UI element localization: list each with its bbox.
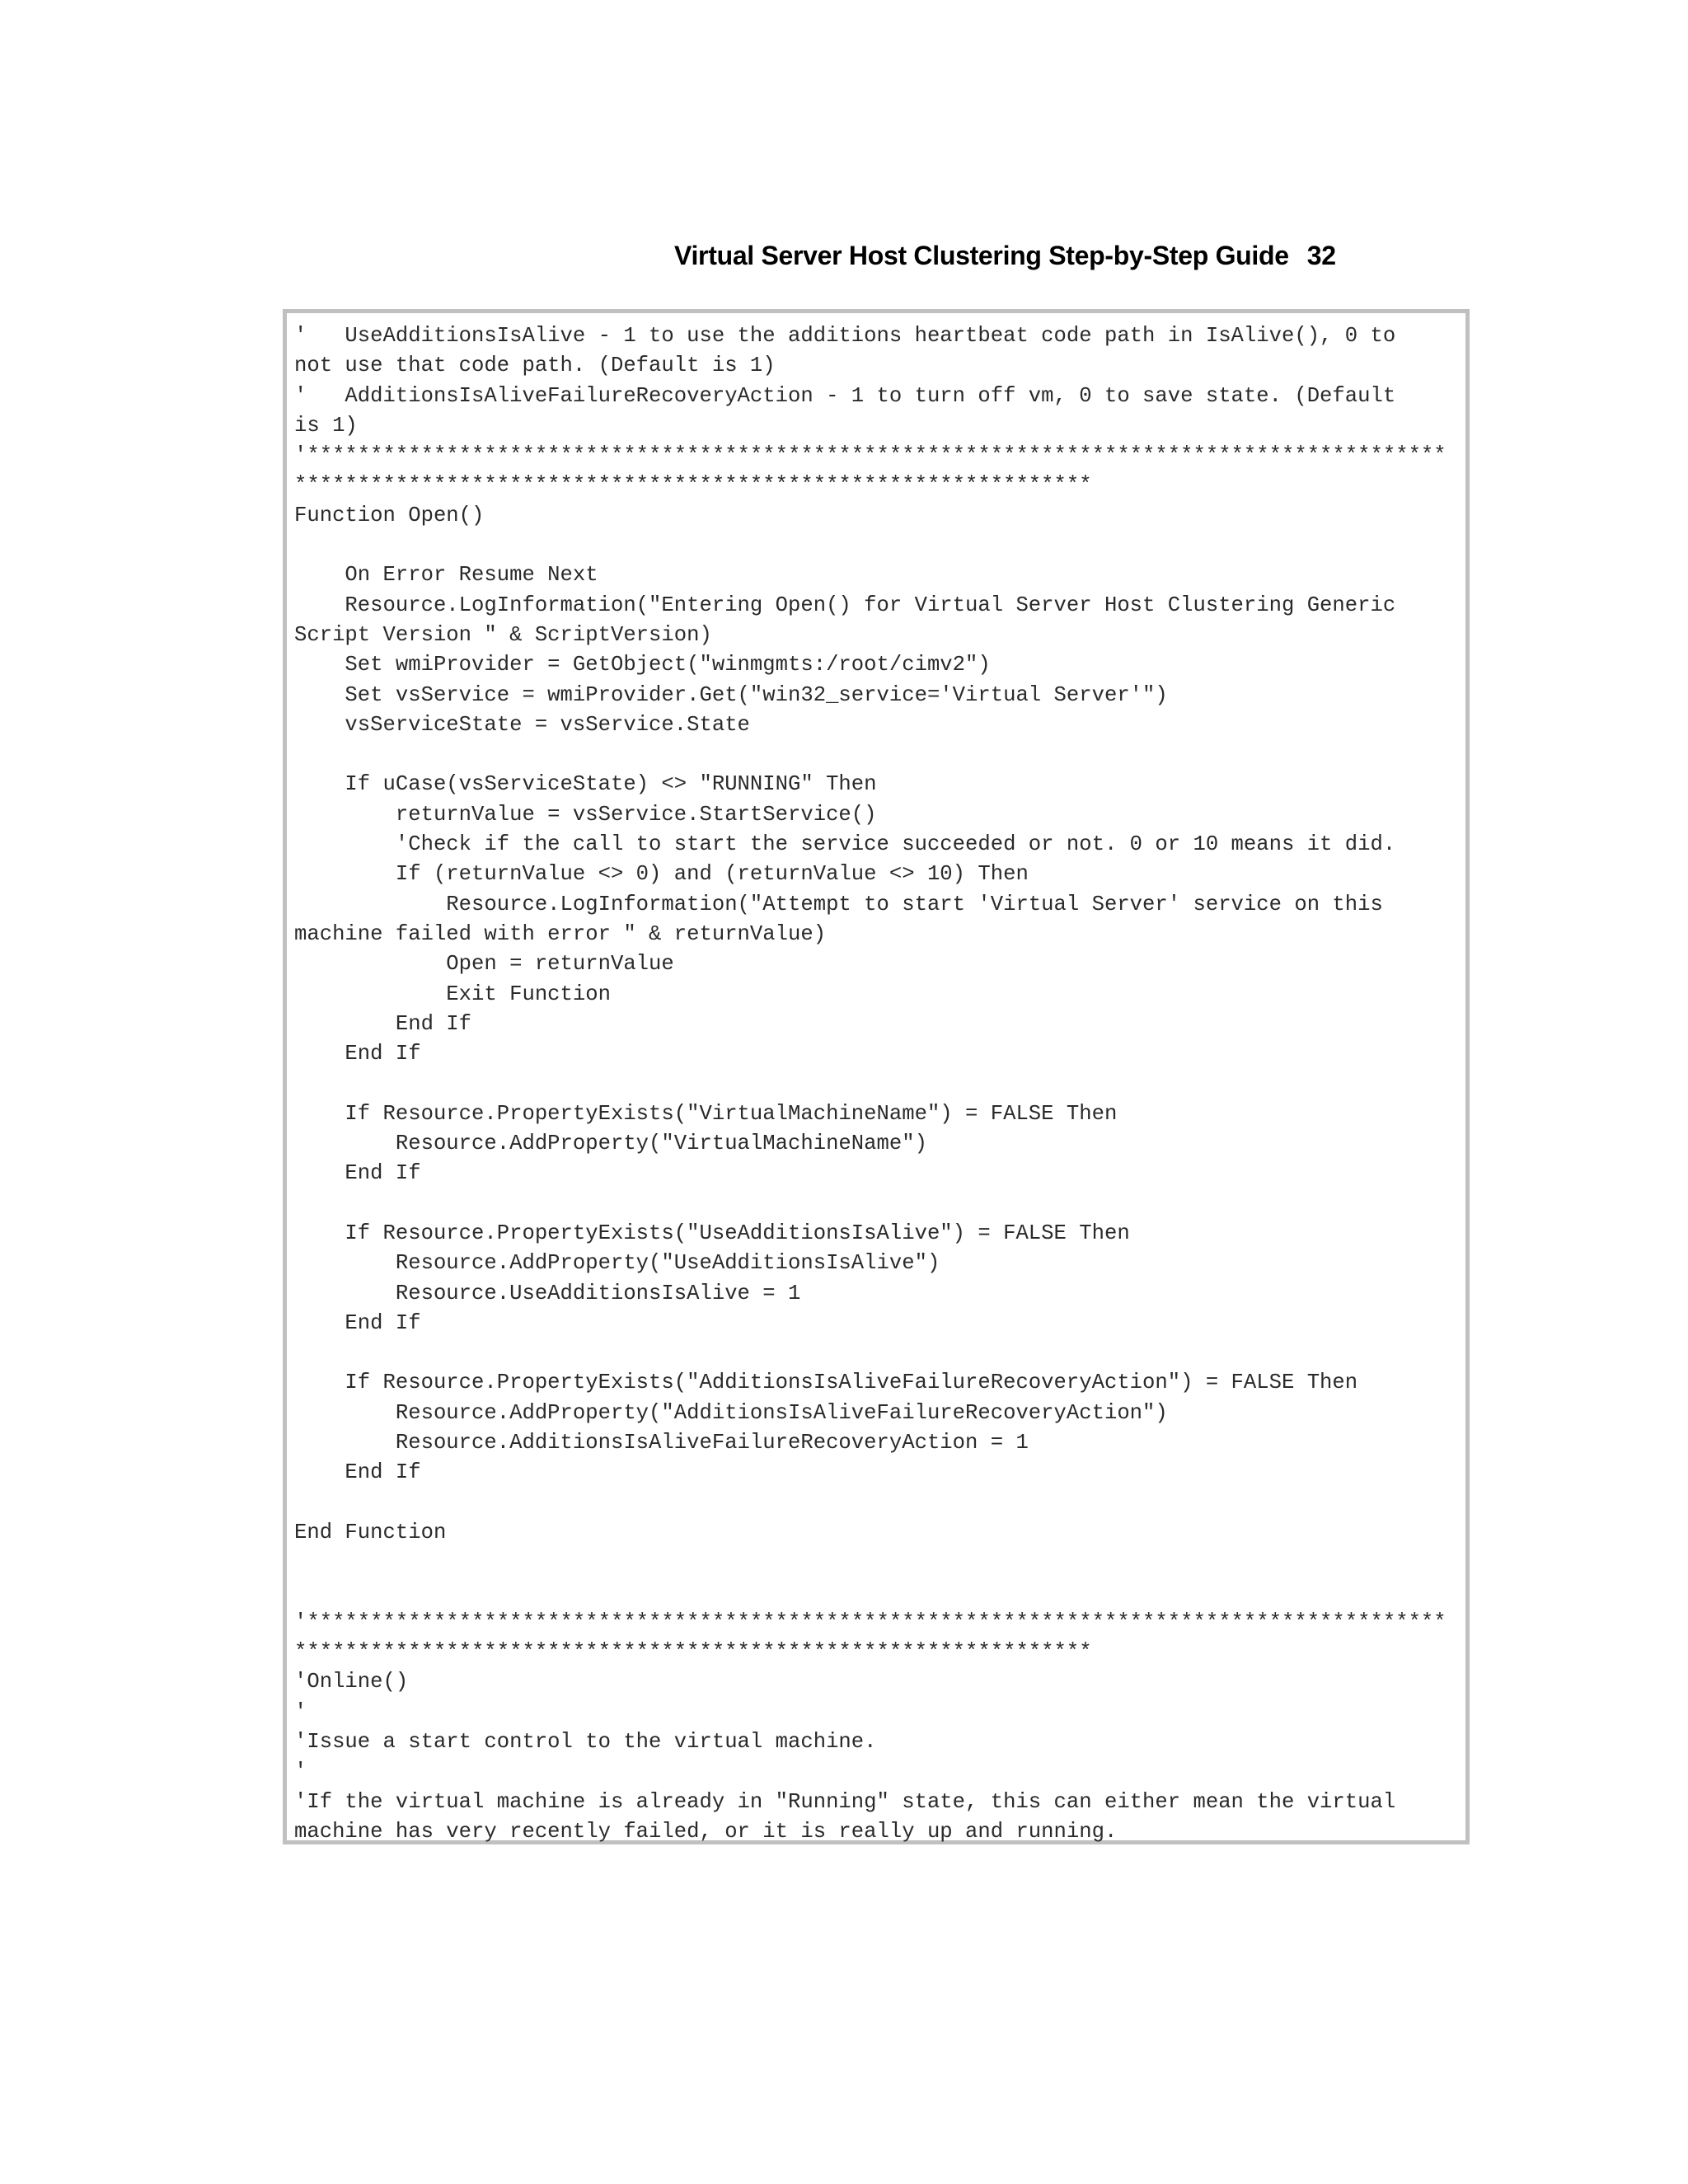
code-line	[294, 1069, 1447, 1099]
code-line: 'Online()	[294, 1670, 409, 1694]
code-line: End If	[294, 1011, 472, 1036]
code-line: End If	[294, 1161, 421, 1186]
code-separator-line: '******************************************************************************************	[294, 443, 1447, 468]
code-line: End Function	[294, 1520, 447, 1544]
code-line: Resource.AddProperty("UseAdditionsIsAlive")	[294, 1251, 940, 1276]
code-line: If Resource.PropertyExists("VirtualMachineName") = FALSE Then	[294, 1101, 1118, 1126]
code-line: Resource.LogInformation("Attempt to start 'Virtual Server' service on this	[294, 892, 1383, 916]
code-line: 'Check if the call to start the service succeeded or not. 0 or 10 means it did.	[294, 832, 1396, 857]
code-listing	[294, 321, 1447, 1847]
code-line: End If	[294, 1310, 421, 1335]
code-line: Resource.LogInformation("Entering Open() for Virtual Server Host Clustering Generic	[294, 593, 1396, 617]
code-line: machine failed with error " & returnValue)	[294, 921, 827, 946]
code-line	[294, 1189, 1447, 1219]
code-line: If (returnValue <> 0) and (returnValue <> 10) Then	[294, 862, 1029, 887]
document-title: Virtual Server Host Clustering Step-by-Step Guide	[674, 241, 1289, 270]
code-line: On Error Resume Next	[294, 563, 598, 588]
code-line: If Resource.PropertyExists("UseAdditionsIsAlive") = FALSE Then	[294, 1221, 1130, 1245]
code-line: returnValue = vsService.StartService()	[294, 802, 877, 827]
code-line: Resource.AddProperty("AdditionsIsAliveFailureRecoveryAction")	[294, 1400, 1168, 1425]
code-separator-line: '******************************************************************************************	[294, 1610, 1447, 1634]
code-line	[294, 1338, 1447, 1368]
code-separator-line: ***************************************************************	[294, 1640, 1092, 1665]
code-line: '	[294, 1760, 307, 1784]
code-line	[294, 1488, 1447, 1518]
page-number: 32	[1306, 241, 1336, 270]
code-line: machine has very recently failed, or it is really up and running.	[294, 1819, 1118, 1844]
code-line: Function Open()	[294, 503, 485, 527]
code-line: '	[294, 1699, 307, 1724]
code-listing-box	[283, 309, 1470, 1844]
code-line	[294, 740, 1447, 770]
code-line: 'If the virtual machine is already in "Running" state, this can either mean the virtual	[294, 1789, 1396, 1814]
code-line: Resource.AdditionsIsAliveFailureRecoveryAction = 1	[294, 1430, 1029, 1455]
code-line: End If	[294, 1042, 421, 1066]
code-line: Resource.UseAdditionsIsAlive = 1	[294, 1281, 801, 1305]
code-line	[294, 1577, 1447, 1607]
code-line	[294, 531, 1447, 560]
code-line	[294, 1548, 1447, 1577]
code-line: vsServiceState = vsService.State	[294, 712, 750, 737]
code-line: not use that code path. (Default is 1)	[294, 354, 776, 378]
code-line: Resource.AddProperty("VirtualMachineName")	[294, 1132, 927, 1156]
code-line: is 1)	[294, 413, 358, 438]
code-line: Set vsService = wmiProvider.Get("win32_service='Virtual Server'")	[294, 682, 1168, 707]
code-line: Script Version " & ScriptVersion)	[294, 622, 712, 647]
code-line: Open = returnValue	[294, 952, 674, 977]
code-separator-line: ***************************************************************	[294, 473, 1092, 498]
code-line: If uCase(vsServiceState) <> "RUNNING" Then	[294, 772, 877, 797]
code-line: 'Issue a start control to the virtual machine.	[294, 1729, 877, 1754]
code-line: ' UseAdditionsIsAlive - 1 to use the additions heartbeat code path in IsAlive(), 0 to	[294, 324, 1396, 348]
code-line: If Resource.PropertyExists("AdditionsIsAliveFailureRecoveryAction") = FALSE Then	[294, 1371, 1358, 1395]
code-line: Set wmiProvider = GetObject("winmgmts:/root/cimv2")	[294, 653, 991, 677]
page-header	[674, 241, 1336, 271]
code-line: End If	[294, 1460, 421, 1485]
code-line: ' AdditionsIsAliveFailureRecoveryAction - 1 to turn off vm, 0 to save state. (Default	[294, 383, 1396, 408]
code-line: Exit Function	[294, 982, 611, 1006]
